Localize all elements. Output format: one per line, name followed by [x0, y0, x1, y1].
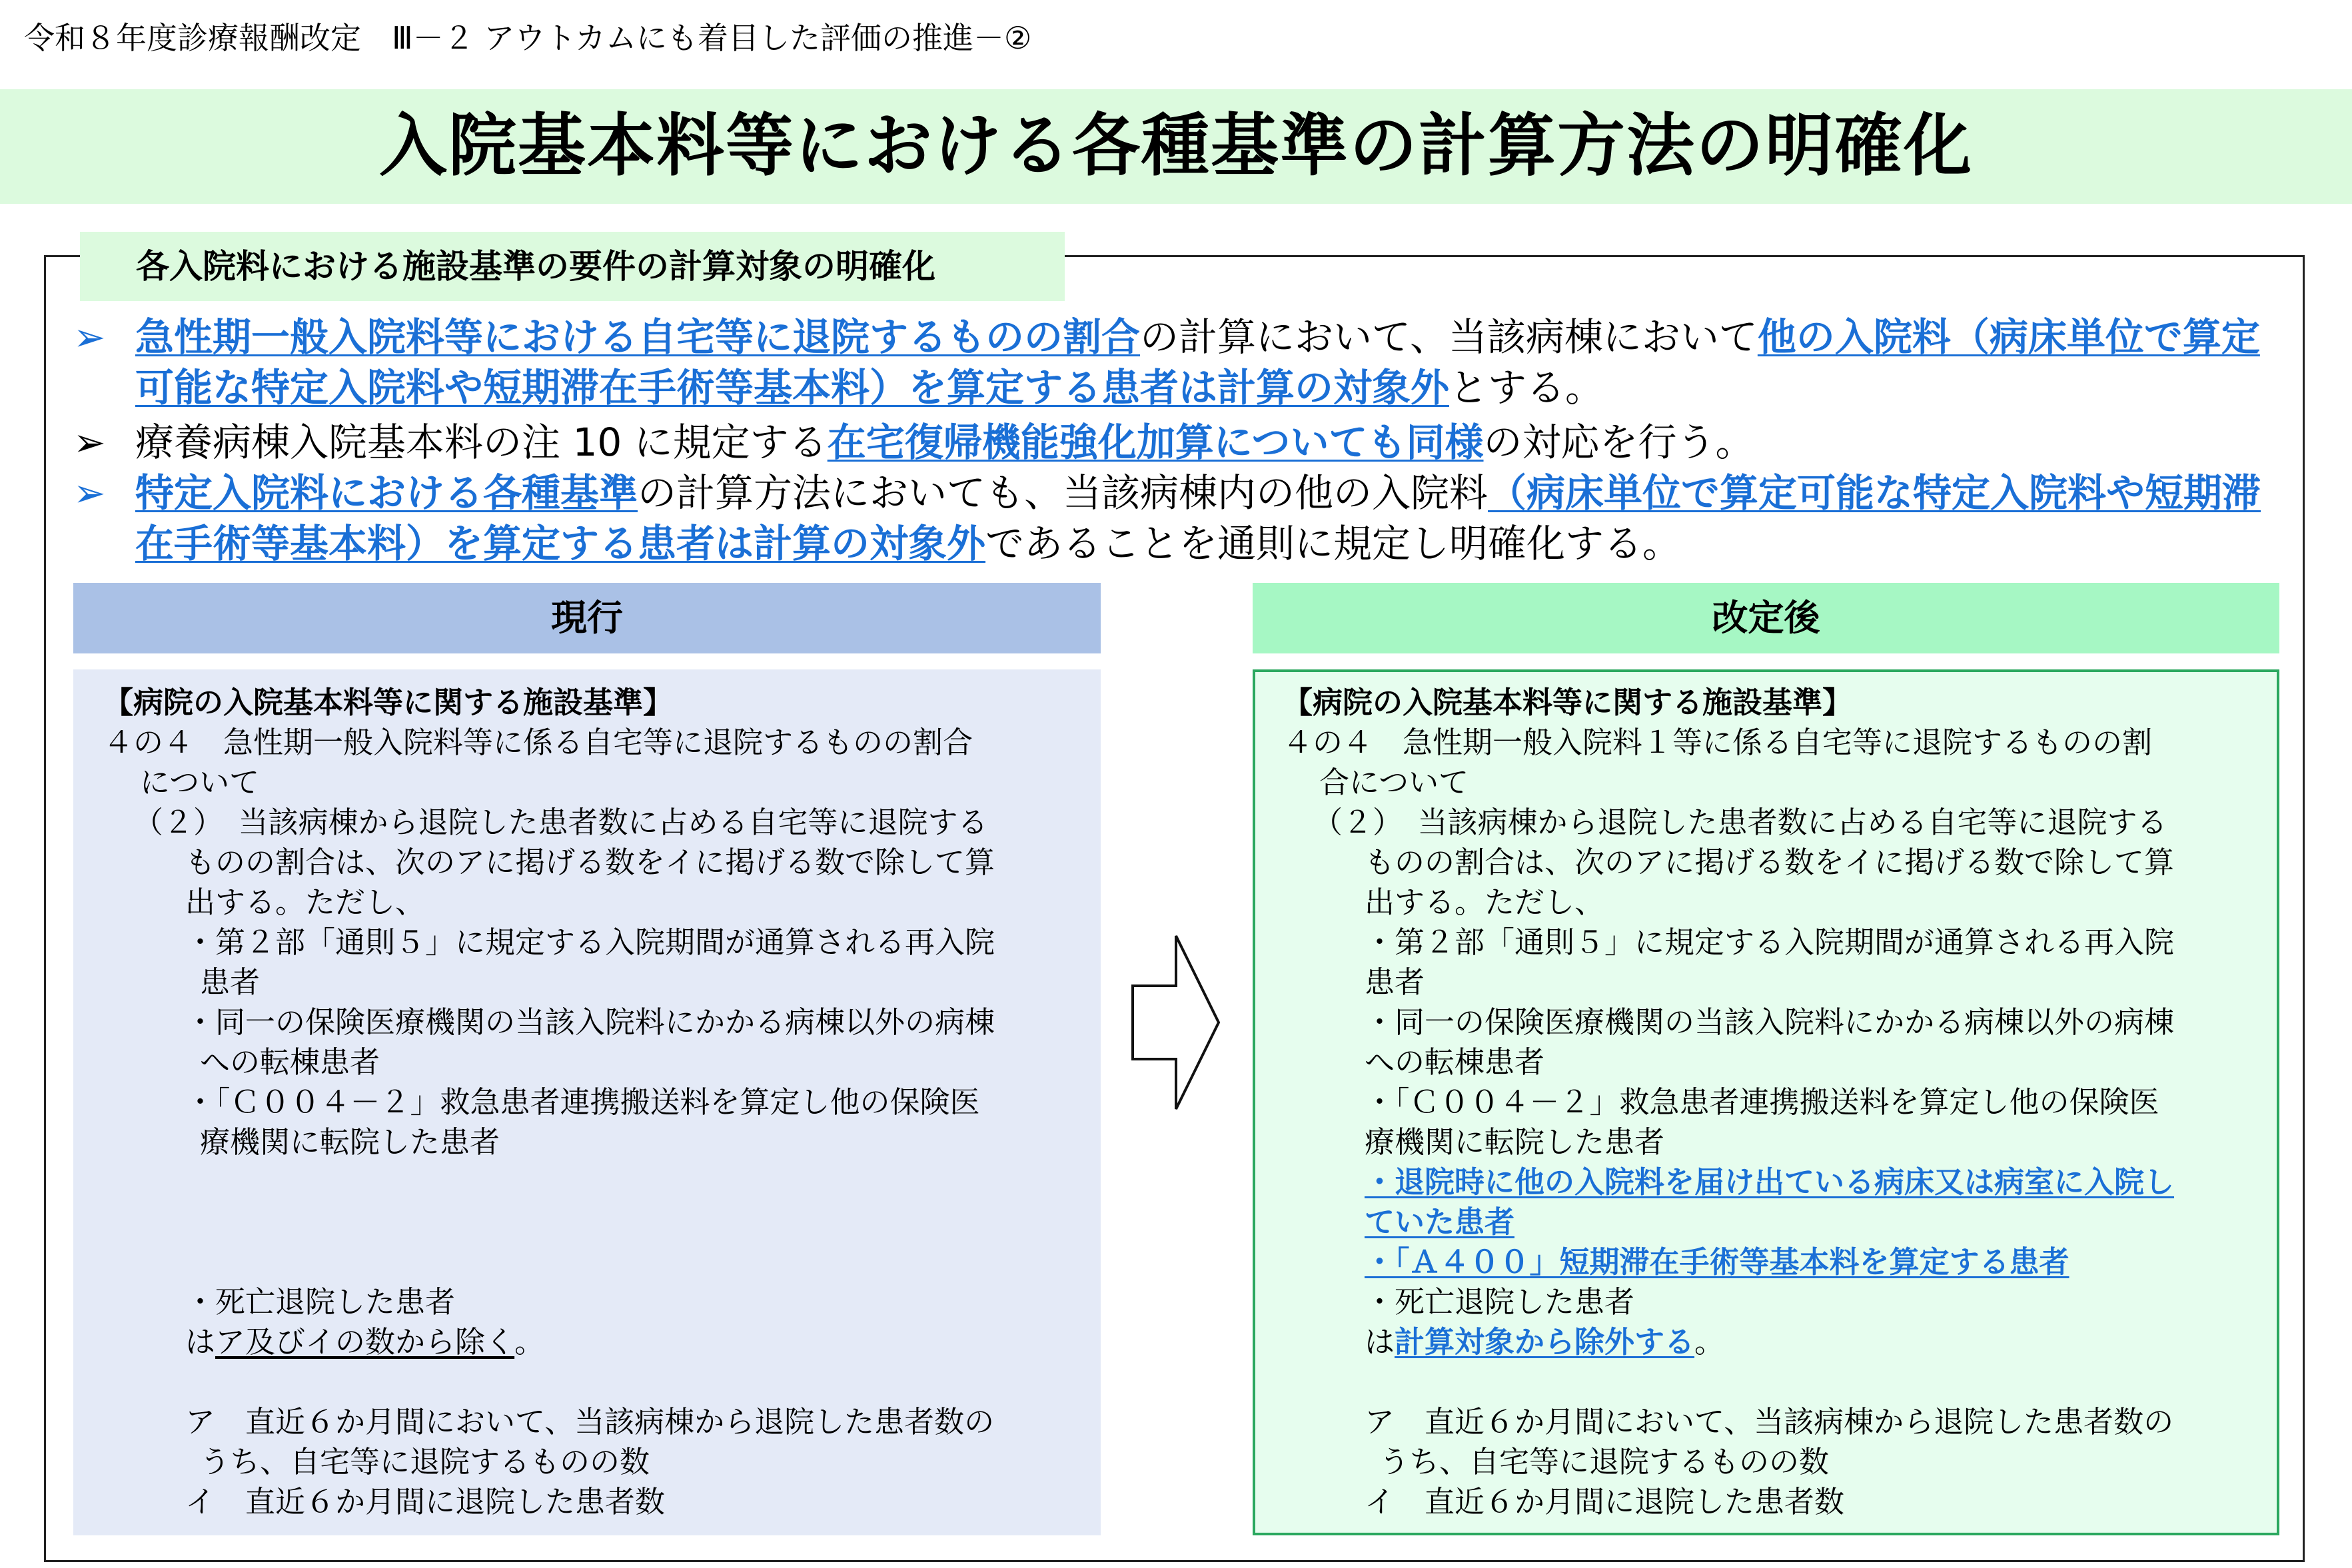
- revised-line: ア 直近６か月間において、当該病棟から退院した患者数の: [1365, 1404, 2174, 1439]
- bullet-2-text-1: 療養病棟入院基本料の注 10 に規定する: [135, 420, 828, 465]
- arrow-bullet-icon: ➢: [73, 470, 106, 516]
- revised-header: 改定後: [1253, 583, 2279, 653]
- revised-line: ものの割合は、次のアに掲げる数をイに掲げる数で除して算: [1365, 845, 2175, 880]
- bullet-1-highlight-2: 他の入院料（病床単位で算定可能な特定入院料や短期滞在手術等基本料）を算定する患者は計算の対象外: [135, 314, 2260, 410]
- revised-exclusion-text: 計算対象から除外する: [1395, 1324, 1695, 1360]
- revised-line: うち、自宅等に退院するものの数: [1379, 1444, 1830, 1479]
- bullet-2-text-2: の対応を行う。: [1483, 420, 1754, 465]
- current-line: ４の４ 急性期一般入院料等に係る自宅等に退院するものの割合: [103, 725, 973, 760]
- bullet-1-highlight-1: 急性期一般入院料等における自宅等に退院するものの割合: [135, 314, 1141, 360]
- bullet-3-text-1: の計算方法においても、当該病棟内の他の入院料: [638, 470, 1488, 516]
- current-line: への転棟患者: [200, 1044, 380, 1080]
- revised-line: 出する。ただし、: [1365, 885, 1605, 920]
- revised-line: 合について: [1319, 765, 1469, 800]
- current-exclusion-line: [185, 1322, 544, 1362]
- current-line: ・死亡退院した患者: [185, 1284, 456, 1320]
- current-line: について: [140, 765, 260, 800]
- current-header: 現行: [73, 583, 1101, 653]
- revised-line: への転棟患者: [1365, 1044, 1545, 1080]
- revised-panel: [1253, 669, 2279, 1535]
- current-exclusion-text: ア及びイの数から除く: [215, 1324, 515, 1360]
- revised-line: ・死亡退院した患者: [1365, 1284, 1635, 1320]
- revised-line: （２） 当該病棟から退院した患者数に占める自宅等に退院する: [1313, 805, 2167, 840]
- section-tab: 各入院料における施設基準の要件の計算対象の明確化: [80, 232, 1065, 301]
- bullet-1: [73, 312, 2292, 413]
- revised-heading: 【病院の入院基本料等に関する施設基準】: [1283, 685, 1853, 720]
- current-exclusion-prefix: は: [185, 1324, 216, 1360]
- bullet-3-text-2: であることを通則に規定し明確化する。: [985, 521, 1682, 566]
- revised-line: 患者: [1365, 965, 1425, 1000]
- bullet-1-text-2: とする。: [1449, 365, 1604, 410]
- current-line: 患者: [200, 965, 261, 1000]
- revised-line: ・「Ｃ００４－２」救急患者連携搬送料を算定し他の保険医: [1365, 1084, 2159, 1120]
- revised-line: ４の４ 急性期一般入院料１等に係る自宅等に退院するものの割: [1283, 725, 2153, 760]
- current-exclusion-suffix: 。: [514, 1324, 545, 1360]
- revised-exclusion-line: [1365, 1322, 1724, 1362]
- revised-line: ・第２部「通則５」に規定する入院期間が通算される再入院: [1365, 925, 2175, 960]
- arrow-bullet-icon: ➢: [73, 314, 106, 360]
- revised-exclusion-prefix: は: [1365, 1324, 1395, 1360]
- current-line: ・同一の保険医療機関の当該入院料にかかる病棟以外の病棟: [185, 1004, 995, 1040]
- revised-exclusion-suffix: 。: [1694, 1324, 1725, 1360]
- current-line: イ 直近６か月間に退院した患者数: [185, 1484, 666, 1519]
- revised-new-line: ・「Ａ４００」短期滞在手術等基本料を算定する患者: [1365, 1244, 2069, 1280]
- current-line: うち、自宅等に退院するものの数: [200, 1444, 650, 1479]
- bullet-3-highlight-2: （病床単位で算定可能な特定入院料や短期滞在手術等基本料）を算定する患者は計算の対象外: [135, 470, 2261, 566]
- bullet-2-highlight-1: 在宅復帰機能強化加算についても同様: [827, 420, 1484, 465]
- current-line: 療機関に転院した患者: [200, 1124, 500, 1160]
- page-title: 入院基本料等における各種基準の計算方法の明確化: [379, 107, 1973, 186]
- revised-line: 療機関に転院した患者: [1365, 1124, 1665, 1160]
- revised-new-line: ていた患者: [1365, 1204, 1515, 1240]
- revised-line: イ 直近６か月間に退院した患者数: [1365, 1484, 1845, 1519]
- current-line: ものの割合は、次のアに掲げる数をイに掲げる数で除して算: [185, 845, 995, 880]
- bullet-1-text-1: の計算において、当該病棟において: [1140, 314, 1758, 360]
- bullet-3: [73, 468, 2292, 569]
- right-arrow-icon: [1129, 933, 1223, 1112]
- bullet-2: [73, 417, 2292, 468]
- revised-new-line: ・退院時に他の入院料を届け出ている病床又は病室に入院し: [1365, 1164, 2175, 1200]
- current-line: 出する。ただし、: [185, 885, 426, 920]
- revised-line: ・同一の保険医療機関の当該入院料にかかる病棟以外の病棟: [1365, 1004, 2175, 1040]
- header-note: 令和８年度診療報酬改定 Ⅲ－２ アウトカムにも着目した評価の推進－②: [24, 20, 1032, 56]
- current-heading: 【病院の入院基本料等に関する施設基準】: [103, 685, 674, 720]
- bullet-3-highlight-1: 特定入院料における各種基準: [135, 470, 638, 516]
- arrow-bullet-icon: ➢: [73, 420, 106, 465]
- current-panel: [73, 669, 1101, 1535]
- current-line: ア 直近６か月間において、当該病棟から退院した患者数の: [185, 1404, 995, 1439]
- current-line: ・「Ｃ００４－２」救急患者連携搬送料を算定し他の保険医: [185, 1084, 980, 1120]
- current-line: ・第２部「通則５」に規定する入院期間が通算される再入院: [185, 925, 995, 960]
- current-line: （２） 当該病棟から退院した患者数に占める自宅等に退院する: [133, 805, 988, 840]
